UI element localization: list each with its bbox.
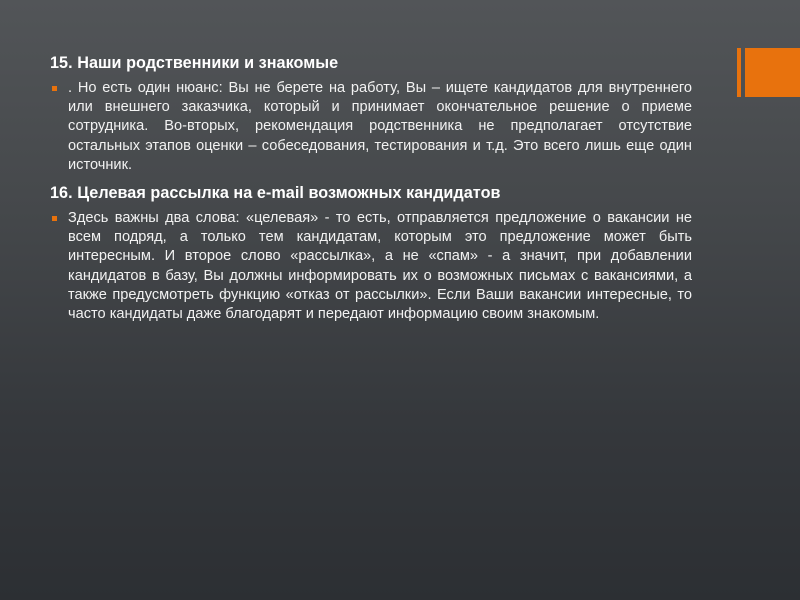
accent-bars <box>737 48 800 97</box>
accent-bar-thin <box>737 48 741 97</box>
section-heading-15: 15. Наши родственники и знакомые <box>50 54 339 72</box>
slide-content <box>50 53 692 324</box>
bullet-square-icon <box>52 86 57 91</box>
bullet-item-16 <box>50 209 692 324</box>
bullet-square-icon <box>52 216 57 221</box>
bullet-item-15 <box>50 79 692 175</box>
bullet-text-15: . Но есть один нюанс: Вы не берете на работу, Вы – ищете кандидатов для внутреннего или внешнего заказчика, который и принимает окончательное решение о приеме сотрудника. Во-вторых, рекомендация родственника не предполагает отсутствие остальных этапов оценки – собеседования, тестирования и т.д. Это всего лишь еще один источник. <box>68 80 692 173</box>
bullet-text-16: Здесь важны два слова: «целевая» - то есть, отправляется предложение о вакансии не всем подряд, а только тем кандидатам, которым это предложение может быть интересным. И второе слово «рассылка», а не «спам» - а значит, при добавлении кандидатов в базу, Вы должны информировать их о возможных письмах с вакансиями, а также предусмотреть функцию «отказ от рассылки». Если Ваши вакансии интересные, то часто кандидаты даже благодарят и передают информацию своим знакомым. <box>68 210 692 323</box>
accent-bar-thick <box>745 48 800 97</box>
section-heading-16: 16. Целевая рассылка на e-mail возможных кандидатов <box>50 184 501 203</box>
